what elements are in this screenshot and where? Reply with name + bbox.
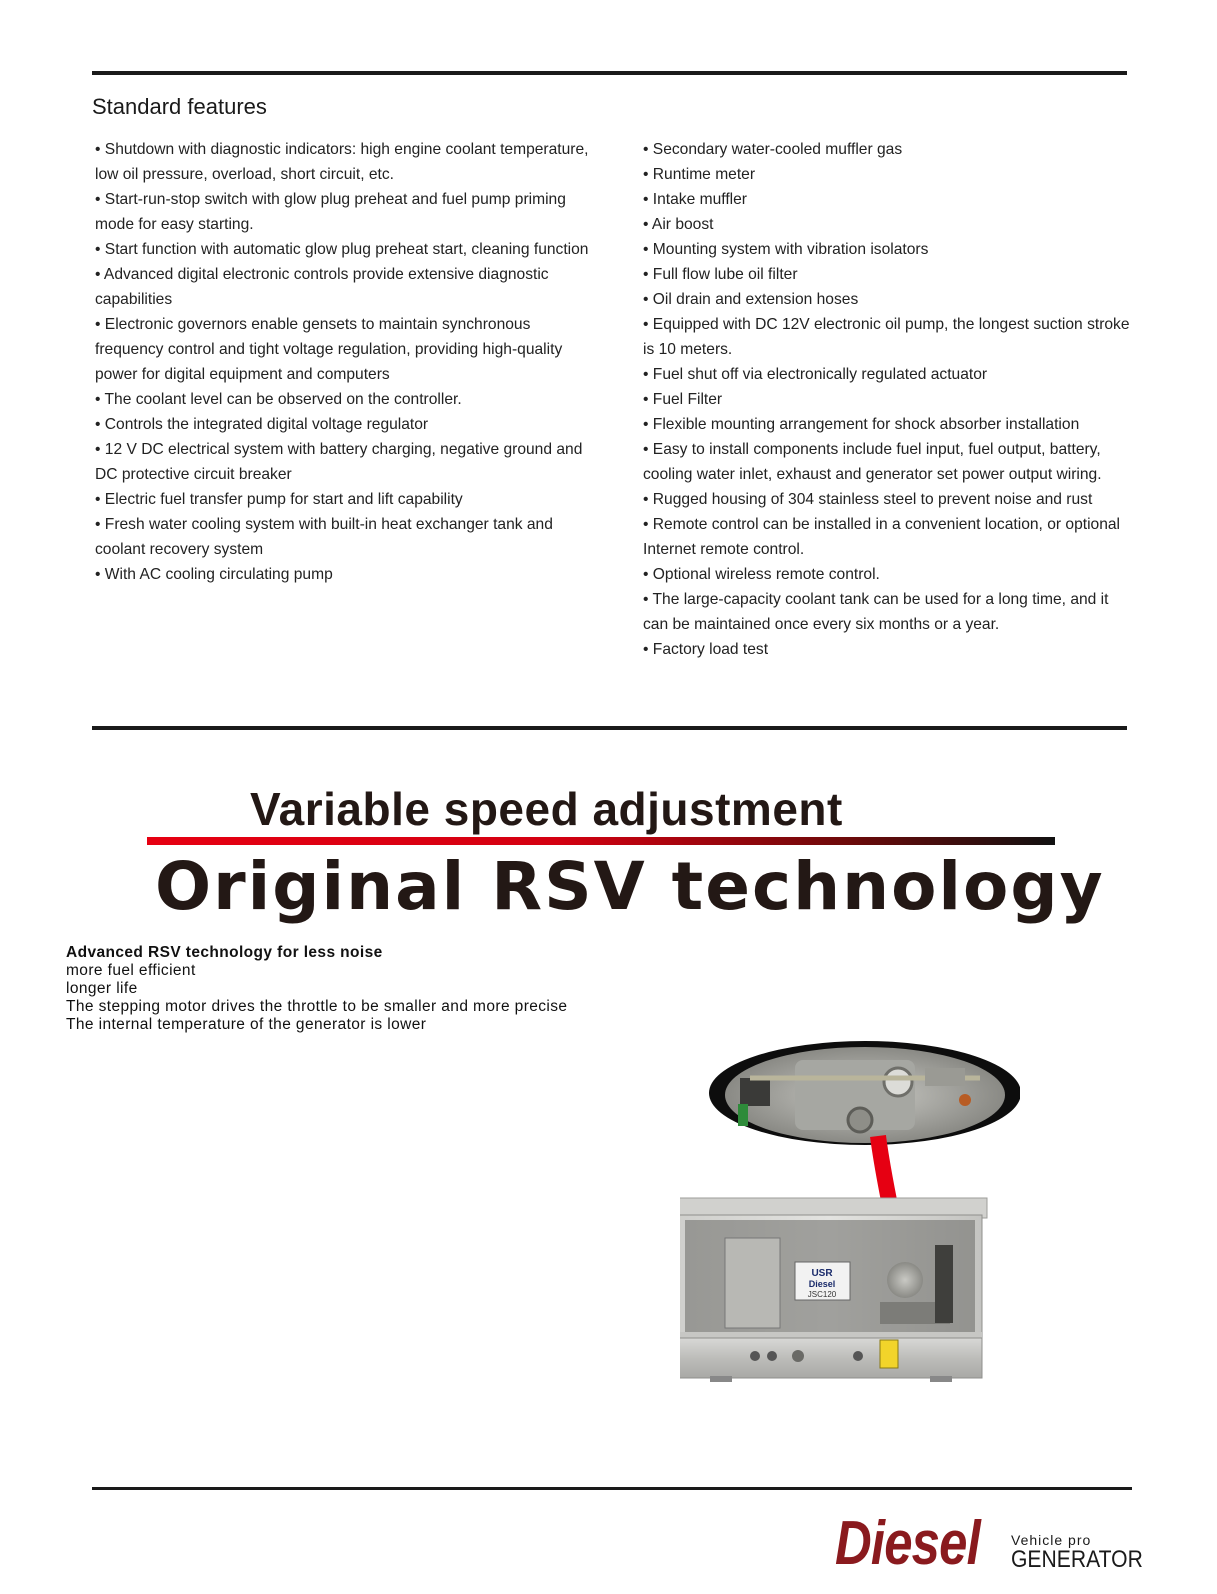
feature-item: • Air boost	[643, 216, 714, 233]
rsv-description	[66, 944, 567, 1034]
feature-item: • Runtime meter	[643, 166, 756, 183]
features-heading: Standard features	[92, 94, 267, 119]
generator-housing	[680, 1198, 987, 1382]
rsv-line: The internal temperature of the generator is lower	[66, 1016, 427, 1033]
feature-item: • Fuel Filter	[643, 391, 723, 408]
feature-item: • Start function with automatic glow plug preheat start, cleaning function	[95, 241, 589, 258]
feature-item: • Electronic governors enable gensets to maintain synchronous frequency control and tight voltage regulation, providing high-quality power for digital equipment and computers	[95, 316, 563, 383]
label-product: Diesel	[808, 1279, 836, 1289]
feature-item: • With AC cooling circulating pump	[95, 566, 333, 583]
feature-item: • Fresh water cooling system with built-in heat exchanger tank and coolant recovery system	[95, 516, 553, 558]
rsv-line: longer life	[66, 980, 138, 997]
feature-item: • Rugged housing of 304 stainless steel to prevent noise and rust	[643, 491, 1093, 508]
logo-generator: GENERATOR	[1011, 1546, 1143, 1573]
feature-item: • Advanced digital electronic controls provide extensive diagnostic capabilities	[95, 266, 549, 308]
feature-item: • Secondary water-cooled muffler gas	[643, 141, 903, 158]
feature-item: • 12 V DC electrical system with battery charging, negative ground and DC protective circuit breaker	[95, 441, 583, 483]
diesel-generator-logo	[835, 1508, 1145, 1588]
features-right-column	[643, 137, 1133, 662]
middle-divider	[92, 726, 1127, 730]
section-subtitle: Variable speed adjustment	[250, 783, 843, 835]
feature-item: • The coolant level can be observed on the controller.	[95, 391, 462, 408]
feature-item: • Electric fuel transfer pump for start and lift capability	[95, 491, 463, 508]
feature-item: • Mounting system with vibration isolators	[643, 241, 929, 258]
feature-item: • Controls the integrated digital voltage regulator	[95, 416, 429, 433]
feature-item: • Easy to install components include fuel input, fuel output, battery, cooling water inlet, exhaust and generator set power output wiring.	[643, 441, 1102, 483]
rsv-line: more fuel efficient	[66, 962, 196, 979]
logo-word: Diesel	[835, 1509, 980, 1578]
label-model: JSC120	[807, 1290, 837, 1299]
zoom-detail-bubble	[709, 1041, 1020, 1145]
feature-item: • The large-capacity coolant tank can be used for a long time, and it can be maintained once every six months or a year.	[643, 591, 1109, 633]
generator-illustration	[680, 1040, 1020, 1400]
feature-item: • Fuel shut off via electronically regulated actuator	[643, 366, 988, 383]
feature-item: • Intake muffler	[643, 191, 747, 208]
rsv-lead: Advanced RSV technology for less noise	[66, 944, 383, 961]
feature-item: • Start-run-stop switch with glow plug preheat and fuel pump priming mode for easy starting.	[95, 191, 566, 233]
feature-item: • Flexible mounting arrangement for shock absorber installation	[643, 416, 1080, 433]
feature-item: • Full flow lube oil filter	[643, 266, 798, 283]
bottom-divider	[92, 1487, 1132, 1490]
feature-item: • Remote control can be installed in a convenient location, or optional Internet remote control.	[643, 516, 1121, 558]
feature-item: • Optional wireless remote control.	[643, 566, 880, 583]
feature-item: • Factory load test	[643, 641, 769, 658]
logo-tagline: Vehicle pro	[1011, 1532, 1092, 1548]
rsv-line: The stepping motor drives the throttle to be smaller and more precise	[66, 998, 568, 1015]
features-left-column	[95, 137, 595, 587]
feature-item: • Oil drain and extension hoses	[643, 291, 859, 308]
feature-item: • Equipped with DC 12V electronic oil pump, the longest suction stroke is 10 meters.	[643, 316, 1130, 358]
feature-item: • Shutdown with diagnostic indicators: high engine coolant temperature, low oil pressure, overload, short circuit, etc.	[95, 141, 589, 183]
accent-bar	[147, 837, 1055, 845]
label-brand: USR	[811, 1268, 833, 1279]
section-title: Original RSV technology	[155, 848, 1105, 925]
top-divider	[92, 71, 1127, 75]
